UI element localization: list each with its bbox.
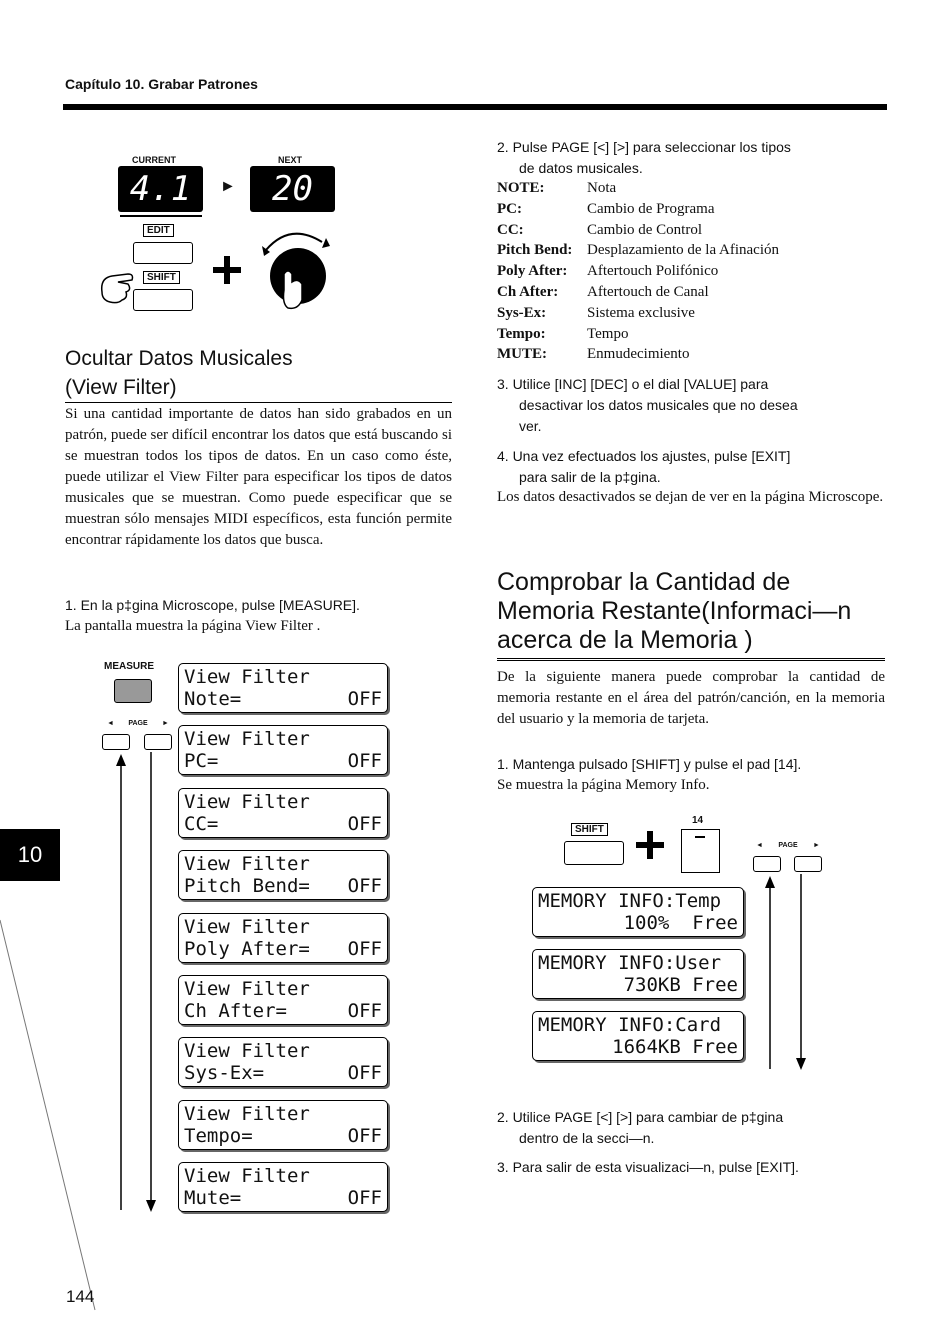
data-type-term: NOTE: [497,180,545,196]
data-type-term: Poly After: [497,263,568,280]
lcd-value: OFF [347,875,382,898]
section2-title-line3: acerca de la Memoria ) [497,626,753,654]
lcd-line2: 100% Free [623,912,738,934]
lcd-line1: MEMORY INFO:Card [538,1014,722,1036]
pad-14-button[interactable] [681,829,720,873]
right-step2 [497,137,885,179]
right-step2-line1: 2. Pulse PAGE [<] [>] para seleccionar los tipos [497,139,791,155]
view-filter-screen [178,850,388,900]
data-type-desc: Cambio de Programa [587,200,715,217]
page-arrows-2 [760,874,810,1074]
section2-step2 [497,1107,885,1149]
lcd-key: Mute= [184,1187,242,1210]
page-next-button-2[interactable] [794,856,822,872]
data-type-row [497,344,885,365]
section2-step1-result: Se muestra la página Memory Info. [497,777,710,793]
lcd-value: OFF [347,812,382,835]
memory-info-screen [532,949,744,999]
view-filter-screen [178,725,388,775]
lcd-line1: View Filter [184,790,310,813]
data-type-desc: Cambio de Control [587,221,702,238]
right-step3 [497,374,885,437]
lcd-line2 [184,688,382,710]
data-type-desc: Tempo [587,325,629,342]
data-type-term: Sys-Ex: [497,304,547,321]
section2-title [497,568,885,661]
current-display: 4.1 [118,166,203,212]
shift-label: SHIFT [143,271,180,284]
page-prev-button-2[interactable] [753,856,781,872]
view-filter-screen [178,1100,388,1150]
lcd-line1: View Filter [184,915,310,938]
lcd-line2 [184,1125,382,1147]
right-step2-line2: de datos musicales. [519,160,643,176]
edit-label: EDIT [143,224,174,237]
right-step4-line2: para salir de la p‡gina. [519,469,661,485]
lcd-value: OFF [347,688,382,710]
right-step4-line1: 4. Una vez efectuados los ajustes, pulse [EXIT] [497,448,791,464]
lcd-key: Tempo= [184,1124,253,1147]
data-type-row [497,220,885,241]
data-type-desc: Aftertouch Polifónico [587,263,719,280]
data-type-term: Ch After: [497,283,559,300]
memory-info-screen [532,1011,744,1061]
lcd-line1: View Filter [184,728,310,751]
lcd-line2 [184,938,382,960]
dial-icon[interactable] [258,220,338,315]
section2-step1: 1. Mantenga pulsado [SHIFT] y pulse el pad [14]. [497,756,802,772]
lcd-line2 [184,1187,382,1209]
data-type-row [497,282,885,303]
lcd-key: CC= [184,812,219,835]
pad-14-label: 14 [692,815,704,826]
lcd-value: OFF [347,1000,382,1022]
shift-button-2[interactable] [564,841,624,865]
next-display: 20 [250,166,335,212]
right-step3-line2: desactivar los datos musicales que no desea [519,397,798,413]
right-step3-line3: ver. [519,418,542,434]
lcd-line2: 730KB Free [623,974,738,996]
arrow-right-icon: ► [220,178,236,195]
data-type-desc: Sistema exclusive [587,304,695,321]
data-type-desc: Enmudecimiento [587,346,690,363]
next-label: NEXT [278,155,303,165]
chapter-header: Capítulo 10. Grabar Patrones [65,76,258,92]
lcd-line2: 1664KB Free [612,1036,738,1058]
view-filter-screen [178,788,388,838]
view-filter-screen [178,663,388,713]
edit-button[interactable] [133,242,193,264]
shift-label-2: SHIFT [571,823,608,836]
section1-title-line2: (View Filter) [65,376,177,399]
lcd-line1: MEMORY INFO:User [538,952,722,974]
lcd-line2 [184,750,382,772]
arrow-right-icon: ► [162,720,169,727]
page-label-2: PAGE [778,842,798,849]
section1-step1-result: La pantalla muestra la página View Filter . [65,618,321,634]
data-type-list [497,178,885,365]
right-after-text: Los datos desactivados se dejan de ver en la página Microscope. [497,489,884,505]
lcd-value: OFF [347,937,382,960]
page-number: 144 [66,1287,95,1306]
data-type-desc: Nota [587,180,617,196]
arrow-left-icon: ◄ [107,720,114,727]
lcd-value: OFF [347,1124,382,1147]
section2-title-line2: Memoria Restante(Informaci—n [497,597,852,625]
page-arrows [110,752,160,1217]
section2-title-line1: Comprobar la Cantidad de [497,568,791,596]
current-label: CURRENT [132,155,176,165]
data-type-row [497,324,885,345]
header-rule [63,104,887,110]
view-filter-screen [178,975,388,1025]
lcd-line1: MEMORY INFO:Temp [538,890,722,912]
section2-step2-line2: dentro de la secci—n. [519,1130,655,1146]
lcd-key: Ch After= [184,1000,287,1022]
pad-indicator [695,836,705,838]
data-type-row [497,303,885,324]
page-label: PAGE [128,720,148,727]
lcd-line1: View Filter [184,1165,310,1188]
data-type-term: MUTE: [497,346,547,363]
lcd-key: PC= [184,750,219,773]
lcd-line1: View Filter [184,1102,310,1125]
lcd-key: Sys-Ex= [184,1062,265,1085]
right-step3-line1: 3. Utilice [INC] [DEC] o el dial [VALUE] para [497,376,769,392]
data-type-row [497,261,885,282]
data-type-term: Tempo: [497,325,546,342]
right-step4 [497,446,885,488]
section1-title-line1: Ocultar Datos Musicales [65,347,293,370]
lcd-line2 [184,1062,382,1084]
section2-step2-line1: 2. Utilice PAGE [<] [>] para cambiar de p‡gina [497,1109,784,1125]
page-label-row-2 [756,842,820,849]
chapter-tab: 10 [0,829,60,881]
lcd-line1: View Filter [184,666,310,688]
data-type-term: CC: [497,221,524,238]
lcd-key: Note= [184,688,242,710]
lcd-line1: View Filter [184,1040,310,1063]
arrow-right-icon: ► [813,842,820,849]
lcd-key: Pitch Bend= [184,875,310,898]
lcd-line2 [184,813,382,835]
memory-info-screen [532,887,744,937]
arrow-left-icon: ◄ [756,842,763,849]
lcd-line2 [184,875,382,897]
edge-line [0,900,110,1320]
data-type-row [497,240,885,261]
data-type-desc: Aftertouch de Canal [587,283,709,300]
data-type-term: PC: [497,200,522,217]
page-prev-button[interactable] [102,734,130,750]
data-type-desc: Desplazamiento de la Afinación [587,242,780,259]
display-underline [120,215,202,217]
lcd-line1: View Filter [184,978,310,1000]
data-type-term: Pitch Bend: [497,242,573,259]
view-filter-screen [178,1162,388,1212]
measure-label: MEASURE [104,661,155,672]
lcd-value: OFF [347,1062,382,1085]
section1-title [65,344,452,403]
lcd-value: OFF [347,1187,382,1210]
view-filter-screen [178,1037,388,1087]
lcd-line2 [184,1000,382,1022]
plus-icon [635,830,665,860]
data-type-row [497,199,885,220]
section1-step1: 1. En la p‡gina Microscope, pulse [MEASURE]. [65,597,360,613]
lcd-line1: View Filter [184,853,310,876]
hand-icon [98,262,138,306]
lcd-key: Poly After= [184,937,310,960]
section2-body: De la siguiente manera puede comprobar la cantidad de memoria restante en el área del patrón/canción, en la memoria del usuario y la memoria de tarjeta. [497,669,885,727]
section2-step3: 3. Para salir de esta visualizaci—n, pulse [EXIT]. [497,1159,799,1175]
plus-icon [212,255,242,285]
page-next-button[interactable] [144,734,172,750]
data-type-row [497,178,885,199]
measure-button[interactable] [114,679,152,703]
section1-body: Si una cantidad importante de datos han sido grabados en un patrón, puede ser difícil encontrar los datos que está buscando si se muestran todos los tipos de datos. En un caso como éste, puede utilizar el View Filter para especificar los tipos de datos musicales que se muestran. Como puede especificar que se muestran sólo mensajes MIDI específicos, esta función permite encontrar rápidamente los datos que busca. [65,406,452,548]
lcd-value: OFF [347,750,382,773]
page-label-row [107,720,169,727]
shift-button[interactable] [133,289,193,311]
view-filter-screen [178,913,388,963]
